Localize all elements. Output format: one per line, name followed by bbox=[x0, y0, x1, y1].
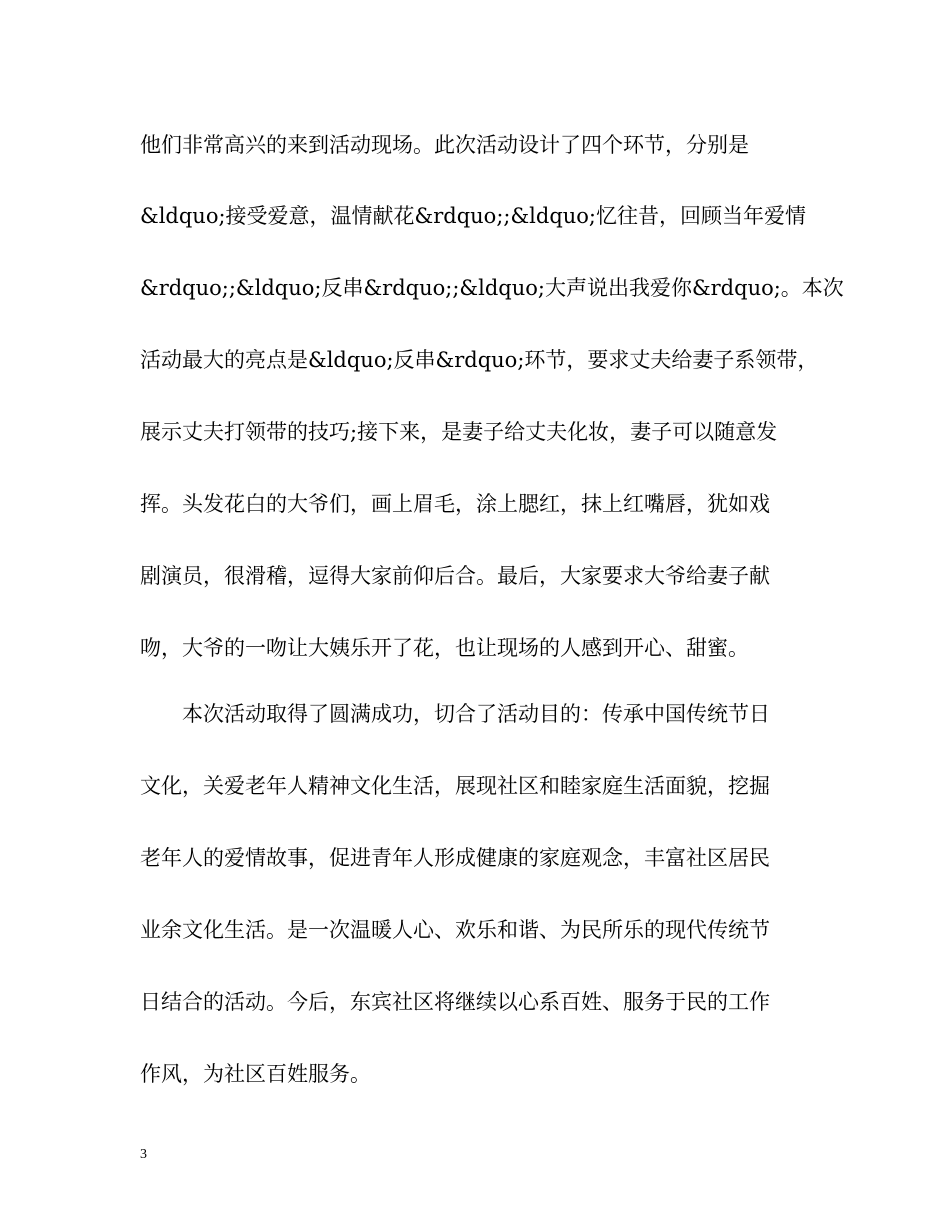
paragraph-2-line-5: 日结合的活动。今后，东宾社区将继续以心系百姓、服务于民的工作 bbox=[140, 990, 770, 1014]
paragraph-1-line-8: 吻，大爷的一吻让大姨乐开了花，也让现场的人感到开心、甜蜜。 bbox=[140, 636, 749, 660]
paragraph-1-line-4: 活动最大的亮点是&ldquo;反串&rdquo;环节，要求丈夫给妻子系领带， bbox=[140, 348, 819, 372]
paragraph-1-line-7: 剧演员，很滑稽，逗得大家前仰后合。最后，大家要求大爷给妻子献 bbox=[140, 564, 770, 588]
paragraph-2-line-1: 本次活动取得了圆满成功，切合了活动目的：传承中国传统节日 bbox=[182, 702, 770, 726]
paragraph-1-line-6: 挥。头发花白的大爷们，画上眉毛，涂上腮红，抹上红嘴唇，犹如戏 bbox=[140, 492, 770, 516]
paragraph-1-line-2: &ldquo;接受爱意，温情献花&rdquo;;&ldquo;忆往昔，回顾当年爱情 bbox=[140, 204, 807, 228]
paragraph-2-line-2: 文化，关爱老年人精神文化生活，展现社区和睦家庭生活面貌，挖掘 bbox=[140, 774, 770, 798]
paragraph-1-line-5: 展示丈夫打领带的技巧;接下来，是妻子给丈夫化妆，妻子可以随意发 bbox=[140, 420, 778, 444]
page-number: 3 bbox=[140, 1147, 147, 1162]
paragraph-2-line-4: 业余文化生活。是一次温暖人心、欢乐和谐、为民所乐的现代传统节 bbox=[140, 918, 770, 942]
paragraph-1-line-1: 他们非常高兴的来到活动现场。此次活动设计了四个环节，分别是 bbox=[140, 133, 749, 157]
paragraph-1-line-3: &rdquo;;&ldquo;反串&rdquo;;&ldquo;大声说出我爱你&rdquo;。本次 bbox=[140, 276, 844, 300]
paragraph-2-line-6: 作风，为社区百姓服务。 bbox=[140, 1062, 371, 1086]
paragraph-2-line-3: 老年人的爱情故事，促进青年人形成健康的家庭观念，丰富社区居民 bbox=[140, 846, 770, 870]
